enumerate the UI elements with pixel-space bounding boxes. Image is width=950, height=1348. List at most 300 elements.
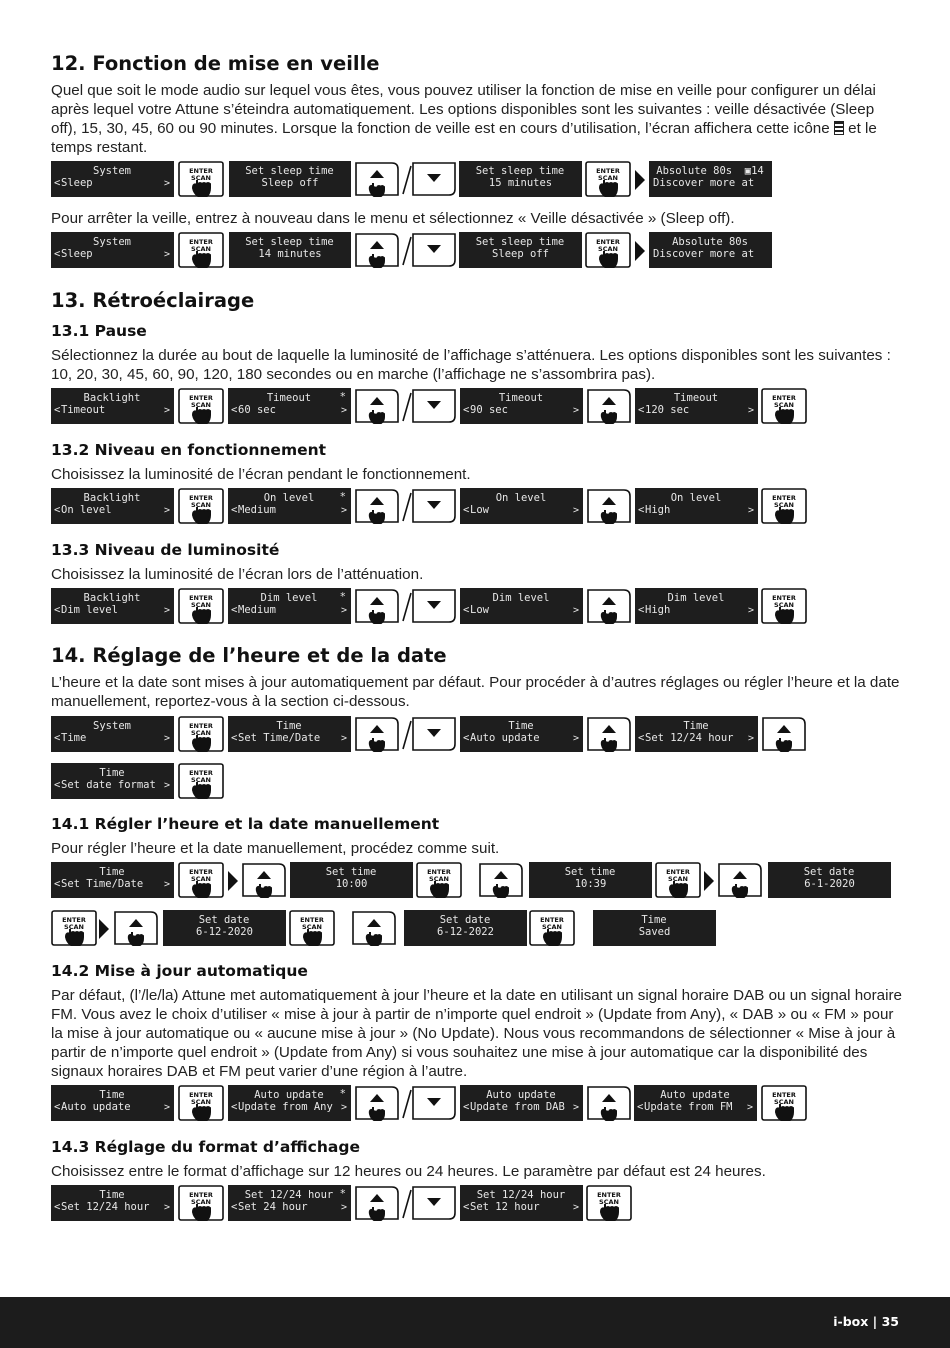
lcd-line-1: On level xyxy=(495,492,547,504)
lcd-right-arrow: > xyxy=(572,405,579,416)
lcd-display xyxy=(51,763,174,799)
svg-text:SCAN: SCAN xyxy=(599,1198,619,1206)
lcd-left-arrow: < xyxy=(638,604,645,616)
svg-text:SCAN: SCAN xyxy=(598,245,618,253)
svg-text:ENTER: ENTER xyxy=(189,868,213,876)
enter-scan-button[interactable] xyxy=(761,488,807,524)
svg-text:ENTER: ENTER xyxy=(62,916,86,924)
svg-text:SCAN: SCAN xyxy=(191,1098,211,1106)
date-format-steps-row xyxy=(51,763,231,799)
svg-text:SCAN: SCAN xyxy=(598,174,618,182)
lcd-line-1: Set sleep time xyxy=(475,236,565,248)
section-13-1-paragraph: Sélectionnez la durée au bout de laquelle la luminosité de l’affichage s’atténuera. Les options disponibles sont les suivantes : 10, 20, 30, 45, 60, 90, 120, 180 secondes ou en marche (l’affichage ne s’assombrira pas). xyxy=(51,347,891,383)
section-14-title: 14. Réglage de l’heure et de la date xyxy=(51,644,447,667)
lcd-line-1: Time xyxy=(99,866,125,878)
lcd-line-1: System xyxy=(93,165,131,177)
lcd-line-1: Dim level xyxy=(260,592,318,604)
section-13-2-paragraph: Choisissez la luminosité de l’écran pendant le fonctionnement. xyxy=(51,466,471,483)
lcd-right-arrow: > xyxy=(572,505,579,516)
lcd-line-2: 6-12-2022 xyxy=(437,926,494,938)
enter-scan-button[interactable] xyxy=(178,862,224,898)
up-button[interactable] xyxy=(586,488,632,524)
lcd-line-1: Absolute 80s xyxy=(672,236,748,248)
lcd-display xyxy=(635,488,758,524)
lcd-display xyxy=(163,910,286,946)
dim-level-steps-row xyxy=(51,588,811,624)
lcd-right-arrow: > xyxy=(340,1202,347,1213)
arrow-right-icon xyxy=(98,918,110,940)
lcd-line-1: Set date xyxy=(198,914,250,926)
lcd-line-2: Dim level xyxy=(61,604,118,616)
lcd-right-arrow: > xyxy=(747,605,754,616)
lcd-left-arrow: < xyxy=(54,248,61,260)
section-14-paragraph: L’heure et la date sont mises à jour automatiquement par défaut. Pour procéder à d’autres réglages ou régler l’heure et la date manuellement, reportez-vous à la section ci-dessous. xyxy=(51,674,900,710)
enter-scan-button[interactable] xyxy=(761,1085,807,1121)
lcd-left-arrow: < xyxy=(463,604,470,616)
section-14-3-title: 14.3 Réglage du format d’affichage xyxy=(51,1138,360,1156)
lcd-line-2: Auto update xyxy=(61,1101,131,1113)
lcd-right-arrow: > xyxy=(747,405,754,416)
svg-text:ENTER: ENTER xyxy=(772,494,796,502)
lcd-right-arrow: > xyxy=(163,733,170,744)
lcd-line-2: On level xyxy=(61,504,112,516)
svg-text:SCAN: SCAN xyxy=(774,1098,794,1106)
lcd-line-2: 15 minutes xyxy=(488,177,553,189)
lcd-left-arrow: < xyxy=(54,732,61,744)
lcd-line-2: Set date format xyxy=(61,779,156,791)
up-button[interactable] xyxy=(354,716,400,752)
lcd-line-1: Backlight xyxy=(83,492,141,504)
section-13-title: 13. Rétroéclairage xyxy=(51,289,255,312)
enter-scan-button[interactable] xyxy=(586,1185,632,1221)
svg-text:SCAN: SCAN xyxy=(191,245,211,253)
lcd-line-1: On level xyxy=(263,492,315,504)
lcd-line-1: Set date xyxy=(803,866,855,878)
lcd-line-1: Set sleep time xyxy=(245,165,334,177)
enter-scan-button[interactable] xyxy=(51,910,97,946)
lcd-right-arrow: > xyxy=(163,780,170,791)
down-button[interactable] xyxy=(411,716,457,752)
section-14-2-title: 14.2 Mise à jour automatique xyxy=(51,962,308,980)
svg-text:SCAN: SCAN xyxy=(774,401,794,409)
lcd-line-1: Backlight xyxy=(83,392,141,404)
lcd-right-arrow: > xyxy=(163,605,170,616)
lcd-right-arrow: > xyxy=(746,1102,753,1113)
svg-text:SCAN: SCAN xyxy=(191,174,211,182)
svg-text:ENTER: ENTER xyxy=(597,1191,621,1199)
lcd-display xyxy=(635,388,758,424)
lcd-left-arrow: < xyxy=(638,404,645,416)
lcd-line-2: Sleep off xyxy=(492,248,549,260)
lcd-right-arrow: > xyxy=(747,733,754,744)
svg-text:SCAN: SCAN xyxy=(774,601,794,609)
lcd-display xyxy=(228,1185,351,1221)
section-12-stop-paragraph: Pour arrêter la veille, entrez à nouveau dans le menu et sélectionnez « Veille désactivée » (Sleep off). xyxy=(51,210,735,227)
lcd-line-2: Medium xyxy=(238,504,276,516)
down-button[interactable] xyxy=(411,388,457,424)
lcd-line-2: Set 12/24 hour xyxy=(61,1201,150,1213)
sleep-steps-row-1 xyxy=(51,161,781,197)
arrow-right-icon xyxy=(703,870,715,892)
lcd-right-arrow: > xyxy=(340,733,347,744)
lcd-star: * xyxy=(339,1188,346,1200)
lcd-line-1: Set date xyxy=(439,914,491,926)
lcd-left-arrow: < xyxy=(463,1201,470,1213)
lcd-line-2: Discover more at xyxy=(653,177,755,189)
lcd-left-arrow: < xyxy=(54,177,61,189)
lcd-display xyxy=(593,910,716,946)
lcd-display xyxy=(460,716,583,752)
lcd-left-arrow: < xyxy=(463,1101,470,1113)
lcd-left-arrow: < xyxy=(54,604,61,616)
lcd-right-arrow: > xyxy=(747,505,754,516)
lcd-left-arrow: < xyxy=(463,732,470,744)
lcd-line-2: Set 24 hour xyxy=(238,1201,308,1213)
lcd-line-2: 6-12-2020 xyxy=(196,926,253,938)
lcd-left-arrow: < xyxy=(231,1101,238,1113)
svg-text:SCAN: SCAN xyxy=(191,1198,211,1206)
lcd-line-1: Absolute 80s ▣14 xyxy=(656,165,764,177)
lcd-line-1: Time xyxy=(99,1189,125,1201)
enter-scan-button[interactable] xyxy=(178,232,224,268)
svg-text:ENTER: ENTER xyxy=(189,594,213,602)
lcd-left-arrow: < xyxy=(54,1201,61,1213)
up-button[interactable] xyxy=(717,862,763,898)
svg-text:ENTER: ENTER xyxy=(772,594,796,602)
lcd-display xyxy=(634,1085,757,1121)
enter-scan-button[interactable] xyxy=(178,588,224,624)
up-button[interactable] xyxy=(354,232,400,268)
hour-format-steps-row xyxy=(51,1185,641,1221)
auto-update-steps-row xyxy=(51,1085,811,1121)
enter-scan-button[interactable] xyxy=(529,910,575,946)
svg-text:ENTER: ENTER xyxy=(427,868,451,876)
lcd-line-2: Low xyxy=(470,604,489,616)
lcd-right-arrow: > xyxy=(163,1202,170,1213)
lcd-right-arrow: > xyxy=(340,605,347,616)
lcd-line-2: High xyxy=(645,504,671,516)
svg-text:ENTER: ENTER xyxy=(596,167,620,175)
svg-text:ENTER: ENTER xyxy=(772,1091,796,1099)
lcd-line-2: Update from Any xyxy=(238,1101,333,1113)
up-button[interactable] xyxy=(478,862,524,898)
lcd-line-1: Auto update xyxy=(254,1089,324,1101)
svg-text:SCAN: SCAN xyxy=(542,923,562,931)
svg-text:SCAN: SCAN xyxy=(191,875,211,883)
lcd-line-1: Set 12/24 hour xyxy=(476,1189,566,1201)
lcd-left-arrow: < xyxy=(463,504,470,516)
svg-text:ENTER: ENTER xyxy=(189,394,213,402)
lcd-display xyxy=(228,388,351,424)
lcd-right-arrow: > xyxy=(572,733,579,744)
lcd-right-arrow: > xyxy=(572,1202,579,1213)
svg-text:ENTER: ENTER xyxy=(596,238,620,246)
lcd-line-1: System xyxy=(93,236,131,248)
up-button[interactable] xyxy=(586,716,632,752)
section-14-3-paragraph: Choisissez entre le format d’affichage sur 12 heures ou 24 heures. Le paramètre par défaut est 24 heures. xyxy=(51,1163,766,1180)
lcd-display xyxy=(529,862,652,898)
lcd-display xyxy=(51,1085,174,1121)
section-13-3-paragraph: Choisissez la luminosité de l’écran lors de l’atténuation. xyxy=(51,566,424,583)
lcd-display xyxy=(51,862,174,898)
lcd-line-1: Time xyxy=(508,720,534,732)
lcd-left-arrow: < xyxy=(637,1101,644,1113)
up-button[interactable] xyxy=(354,488,400,524)
enter-scan-button[interactable] xyxy=(416,862,462,898)
svg-text:ENTER: ENTER xyxy=(666,868,690,876)
lcd-line-1: On level xyxy=(670,492,722,504)
lcd-line-2: Set 12/24 hour xyxy=(645,732,734,744)
lcd-line-2: Auto update xyxy=(470,732,540,744)
lcd-display xyxy=(51,588,174,624)
lcd-left-arrow: < xyxy=(54,1101,61,1113)
lcd-display xyxy=(404,910,527,946)
svg-text:ENTER: ENTER xyxy=(189,1091,213,1099)
lcd-line-2: Update from DAB xyxy=(470,1101,565,1113)
lcd-left-arrow: < xyxy=(463,404,470,416)
lcd-line-1: Set sleep time xyxy=(475,165,565,177)
enter-scan-button[interactable] xyxy=(178,1085,224,1121)
lcd-line-2: Medium xyxy=(238,604,276,616)
lcd-display xyxy=(460,488,583,524)
lcd-display xyxy=(51,388,174,424)
lcd-display xyxy=(51,716,174,752)
lcd-line-2: Saved xyxy=(638,926,671,938)
lcd-display xyxy=(649,161,772,197)
down-button[interactable] xyxy=(411,1085,457,1121)
arrow-right-icon xyxy=(227,870,239,892)
svg-text:SCAN: SCAN xyxy=(191,601,211,609)
lcd-line-1: Time xyxy=(683,720,709,732)
up-button[interactable] xyxy=(351,910,397,946)
up-button[interactable] xyxy=(354,388,400,424)
lcd-left-arrow: < xyxy=(231,404,238,416)
up-button[interactable] xyxy=(761,716,807,752)
lcd-right-arrow: > xyxy=(163,505,170,516)
lcd-left-arrow: < xyxy=(54,779,61,791)
lcd-line-2: Low xyxy=(470,504,489,516)
lcd-display xyxy=(460,388,583,424)
svg-text:ENTER: ENTER xyxy=(540,916,564,924)
lcd-display xyxy=(51,1185,174,1221)
lcd-line-1: Timeout xyxy=(266,392,312,404)
svg-text:ENTER: ENTER xyxy=(189,494,213,502)
timeout-steps-row xyxy=(51,388,811,424)
lcd-display xyxy=(228,488,351,524)
page-number: i-box | 35 xyxy=(833,1314,899,1329)
lcd-line-2: High xyxy=(645,604,671,616)
up-button[interactable] xyxy=(586,388,632,424)
lcd-line-1: Time xyxy=(641,914,667,926)
lcd-line-1: Dim level xyxy=(667,592,725,604)
lcd-star: * xyxy=(339,1088,346,1100)
svg-text:ENTER: ENTER xyxy=(189,722,213,730)
lcd-line-2: Sleep xyxy=(61,248,93,260)
up-button[interactable] xyxy=(354,161,400,197)
enter-scan-button[interactable] xyxy=(289,910,335,946)
lcd-star: * xyxy=(339,491,346,503)
arrow-right-icon xyxy=(634,240,646,262)
up-button[interactable] xyxy=(354,588,400,624)
lcd-line-1: Auto update xyxy=(486,1089,556,1101)
enter-scan-button[interactable] xyxy=(761,588,807,624)
lcd-display xyxy=(228,588,351,624)
enter-scan-button[interactable] xyxy=(761,388,807,424)
lcd-display xyxy=(51,488,174,524)
lcd-display xyxy=(768,862,891,898)
lcd-display xyxy=(229,161,351,197)
section-13-3-title: 13.3 Niveau de luminosité xyxy=(51,541,280,559)
section-12-title: 12. Fonction de mise en veille xyxy=(51,52,380,75)
enter-scan-button[interactable] xyxy=(178,716,224,752)
svg-text:ENTER: ENTER xyxy=(772,394,796,402)
lcd-right-arrow: > xyxy=(163,178,170,189)
svg-text:SCAN: SCAN xyxy=(191,501,211,509)
enter-scan-button[interactable] xyxy=(178,1185,224,1221)
lcd-line-2: Sleep xyxy=(61,177,93,189)
lcd-line-2: Sleep off xyxy=(261,177,319,189)
enter-scan-button[interactable] xyxy=(178,488,224,524)
lcd-line-1: Set time xyxy=(564,866,616,878)
enter-scan-button[interactable] xyxy=(585,161,631,197)
enter-scan-button[interactable] xyxy=(655,862,701,898)
lcd-left-arrow: < xyxy=(54,878,61,890)
lcd-line-2: Time xyxy=(61,732,87,744)
lcd-line-1: Auto update xyxy=(660,1089,730,1101)
lcd-display xyxy=(459,232,582,268)
lcd-line-2: 120 sec xyxy=(645,404,690,416)
lcd-left-arrow: < xyxy=(54,504,61,516)
svg-text:SCAN: SCAN xyxy=(191,776,211,784)
lcd-line-1: Set sleep time xyxy=(245,236,334,248)
lcd-left-arrow: < xyxy=(638,732,645,744)
lcd-display xyxy=(635,716,758,752)
lcd-display xyxy=(460,1085,583,1121)
lcd-line-1: Dim level xyxy=(492,592,550,604)
lcd-left-arrow: < xyxy=(638,504,645,516)
lcd-line-2: 14 minutes xyxy=(258,248,322,260)
lcd-display xyxy=(649,232,772,268)
down-button[interactable] xyxy=(411,588,457,624)
lcd-display xyxy=(229,232,351,268)
down-button[interactable] xyxy=(411,1185,457,1221)
lcd-line-2: Set Time/Date xyxy=(61,878,144,890)
lcd-line-2: Set 12 hour xyxy=(470,1201,540,1213)
lcd-star: * xyxy=(339,591,346,603)
enter-scan-button[interactable] xyxy=(585,232,631,268)
svg-text:SCAN: SCAN xyxy=(302,923,322,931)
lcd-line-2: 90 sec xyxy=(470,404,508,416)
lcd-right-arrow: > xyxy=(572,1102,579,1113)
lcd-left-arrow: < xyxy=(54,404,61,416)
lcd-right-arrow: > xyxy=(163,1102,170,1113)
svg-text:ENTER: ENTER xyxy=(300,916,324,924)
lcd-line-2: 6-1-2020 xyxy=(804,878,855,890)
lcd-line-2: Set Time/Date xyxy=(238,732,321,744)
lcd-line-1: Time xyxy=(99,767,125,779)
lcd-star: * xyxy=(339,391,346,403)
lcd-line-1: Time xyxy=(276,720,302,732)
up-button[interactable] xyxy=(586,588,632,624)
lcd-line-2: 60 sec xyxy=(238,404,276,416)
lcd-display xyxy=(635,588,758,624)
svg-text:SCAN: SCAN xyxy=(191,401,211,409)
page-footer xyxy=(0,1297,950,1348)
svg-text:ENTER: ENTER xyxy=(189,238,213,246)
lcd-display xyxy=(460,588,583,624)
lcd-display xyxy=(460,1185,583,1221)
svg-text:ENTER: ENTER xyxy=(189,769,213,777)
lcd-display xyxy=(290,862,413,898)
lcd-line-1: Set time xyxy=(325,866,377,878)
lcd-line-1: Timeout xyxy=(498,392,544,404)
lcd-line-1: Timeout xyxy=(673,392,719,404)
manual-time-steps-row-2 xyxy=(51,910,721,946)
arrow-right-icon xyxy=(634,169,646,191)
lcd-line-2: Discover more at xyxy=(653,248,755,260)
lcd-left-arrow: < xyxy=(231,604,238,616)
lcd-line-1: Time xyxy=(99,1089,125,1101)
lcd-display xyxy=(51,161,174,197)
lcd-left-arrow: < xyxy=(231,1201,238,1213)
lcd-line-1: System xyxy=(93,720,131,732)
down-button[interactable] xyxy=(411,161,457,197)
section-14-2-paragraph: Par défaut, (l’/le/la) Attune met automatiquement à jour l’heure et la date en utilisant un signal horaire DAB ou un signal horaire FM. Vous avez le choix d’utiliser « mise à jour à partir de n’importe quel endroit » (Update from Any), « DAB » ou « FM » pour la mise à jour automatique ou « aucune mise à jour » (No Update). Nous vous recommandons de sélectionner « Mise à jour à partir de n’importe quel endroit » (Update from Any) si vous souhaitez une mise à jour automatique car la disponibilité des signaux horaires DAB et FM peut varier d’une région à l’autre. xyxy=(51,987,902,1080)
lcd-right-arrow: > xyxy=(163,879,170,890)
down-button[interactable] xyxy=(411,488,457,524)
up-button[interactable] xyxy=(113,910,159,946)
lcd-left-arrow: < xyxy=(231,504,238,516)
on-level-steps-row xyxy=(51,488,811,524)
time-menu-steps-row xyxy=(51,716,811,752)
up-button[interactable] xyxy=(354,1085,400,1121)
up-button[interactable] xyxy=(586,1085,632,1121)
svg-text:SCAN: SCAN xyxy=(191,729,211,737)
lcd-display xyxy=(228,716,351,752)
lcd-line-1: Set 12/24 hour xyxy=(244,1189,334,1201)
lcd-display xyxy=(228,1085,351,1121)
svg-text:ENTER: ENTER xyxy=(189,167,213,175)
svg-text:SCAN: SCAN xyxy=(774,501,794,509)
lcd-display xyxy=(51,232,174,268)
lcd-left-arrow: < xyxy=(231,732,238,744)
lcd-line-2: Update from FM xyxy=(644,1101,733,1113)
down-button[interactable] xyxy=(411,232,457,268)
lcd-display xyxy=(459,161,582,197)
lcd-right-arrow: > xyxy=(340,405,347,416)
lcd-line-2: Timeout xyxy=(61,404,106,416)
section-13-1-title: 13.1 Pause xyxy=(51,322,147,340)
enter-scan-button[interactable] xyxy=(178,161,224,197)
sleep-steps-row-2 xyxy=(51,232,781,268)
enter-scan-button[interactable] xyxy=(178,763,224,799)
svg-text:SCAN: SCAN xyxy=(64,923,84,931)
lcd-right-arrow: > xyxy=(163,405,170,416)
section-13-2-title: 13.2 Niveau en fonctionnement xyxy=(51,441,327,459)
up-button[interactable] xyxy=(241,862,287,898)
section-14-1-paragraph: Pour régler l’heure et la date manuellement, procédez comme suit. xyxy=(51,840,500,857)
svg-text:ENTER: ENTER xyxy=(189,1191,213,1199)
lcd-right-arrow: > xyxy=(572,605,579,616)
lcd-right-arrow: > xyxy=(340,505,347,516)
lcd-line-1: Backlight xyxy=(83,592,141,604)
enter-scan-button[interactable] xyxy=(178,388,224,424)
svg-text:SCAN: SCAN xyxy=(668,875,688,883)
lcd-line-2: 10:00 xyxy=(335,878,368,890)
manual-time-steps-row-1 xyxy=(51,862,896,898)
up-button[interactable] xyxy=(354,1185,400,1221)
lcd-line-2: 10:39 xyxy=(574,878,607,890)
